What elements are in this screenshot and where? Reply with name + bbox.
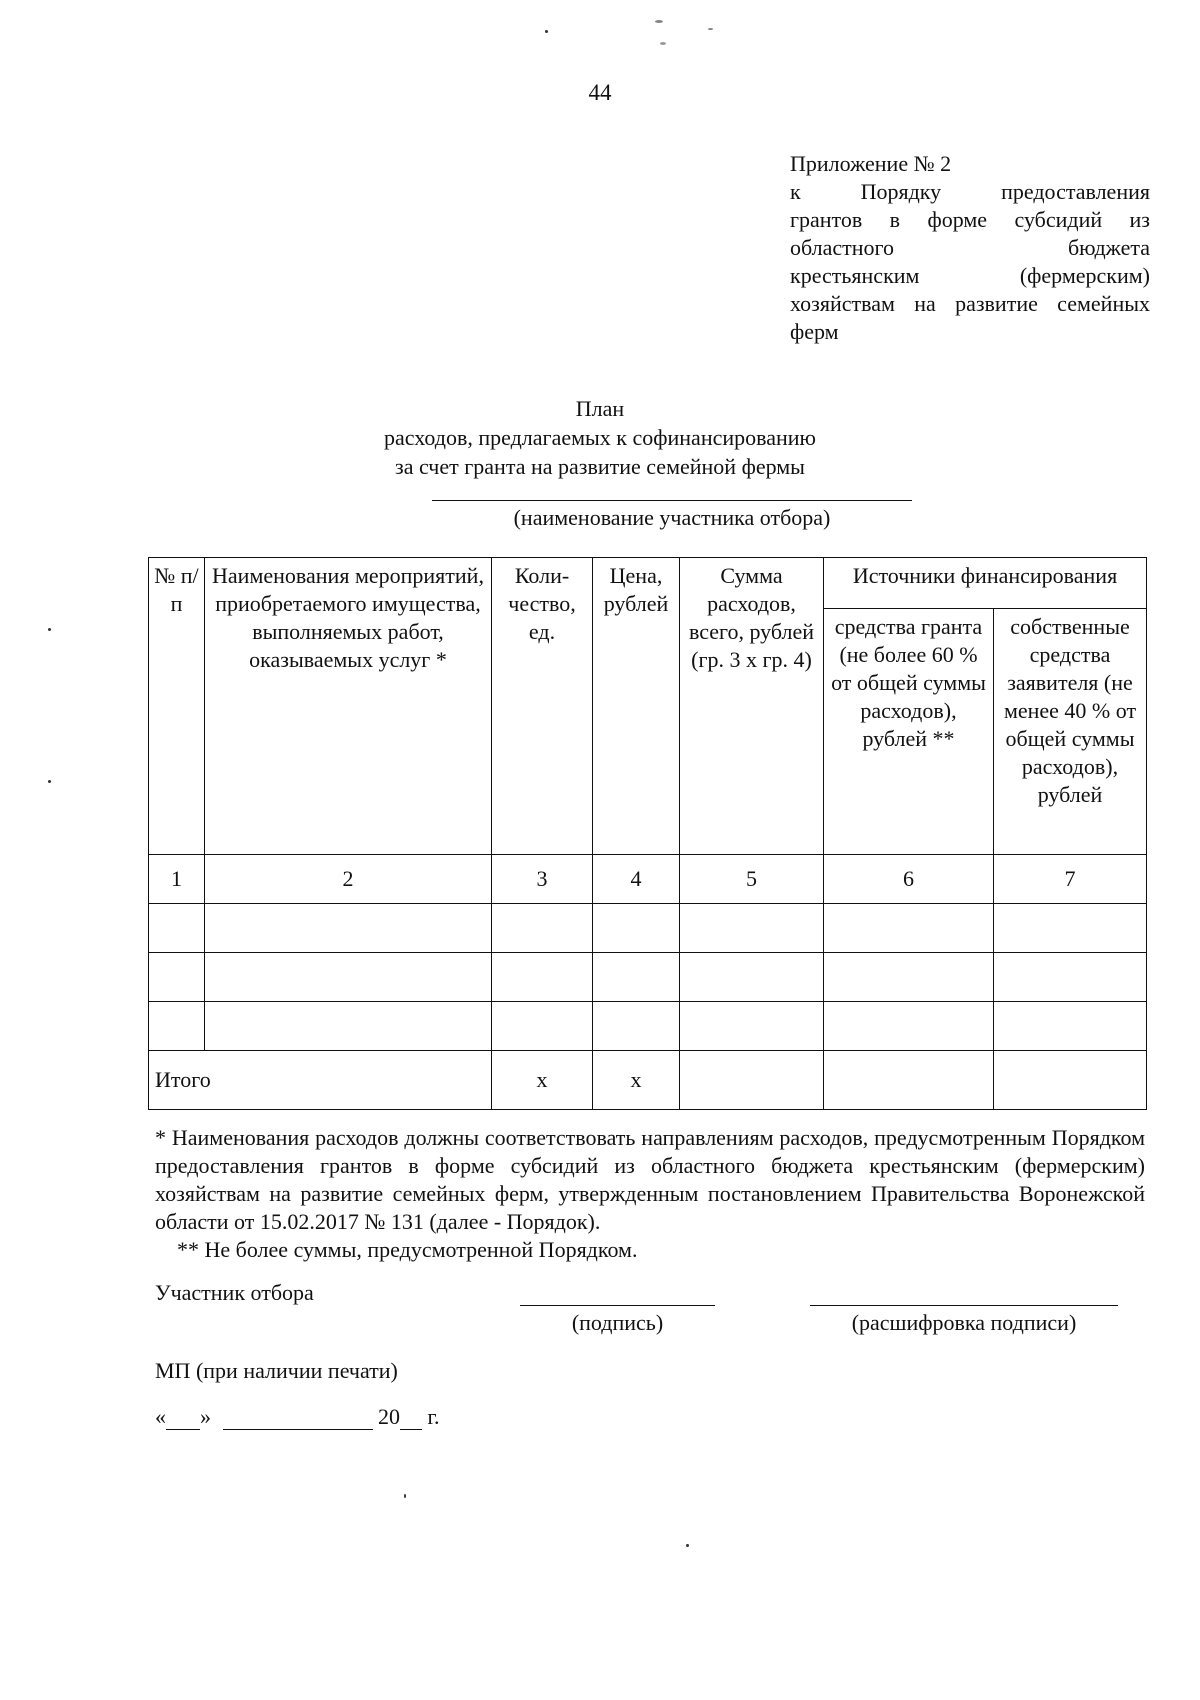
table-row — [149, 1002, 1147, 1051]
title-line-1: План — [575, 396, 625, 421]
table-cell — [593, 1002, 680, 1051]
footnote-2: ** Не более суммы, предусмотренной Порядком. — [177, 1237, 638, 1262]
participant-name-line — [432, 500, 912, 501]
scan-speck — [660, 42, 666, 45]
table-cell — [994, 1002, 1147, 1051]
table-cell — [205, 1002, 492, 1051]
appendix-line: Приложение № 2 — [790, 151, 952, 176]
table-cell — [593, 953, 680, 1002]
year-suffix: г. — [427, 1404, 440, 1429]
date-open-quote: « — [155, 1404, 166, 1429]
day-blank — [166, 1407, 200, 1430]
year-prefix: 20 — [378, 1404, 400, 1429]
column-number: 3 — [492, 855, 593, 904]
appendix-header — [790, 150, 1150, 346]
column-number: 2 — [205, 855, 492, 904]
scan-speck — [545, 30, 548, 33]
table-cell — [680, 953, 824, 1002]
scan-speck — [404, 1494, 406, 1498]
document-title — [300, 394, 900, 481]
appendix-line: крестьянским (фермерским) — [790, 263, 1150, 288]
table-cell — [492, 1002, 593, 1051]
scan-speck — [48, 780, 51, 783]
participant-name-caption: (наименование участника отбора) — [513, 505, 831, 530]
appendix-line: к Порядку предоставления — [790, 179, 1150, 204]
table-cell — [994, 953, 1147, 1002]
table-cell — [824, 953, 994, 1002]
footnotes — [155, 1124, 1145, 1264]
column-number: 6 — [824, 855, 994, 904]
title-line-2: расходов, предлагаемых к софинансированию — [384, 425, 816, 450]
date-line — [155, 1404, 440, 1430]
date-close-quote: » — [200, 1404, 211, 1429]
table-cell — [680, 904, 824, 953]
table-cell — [492, 953, 593, 1002]
column-number: 5 — [680, 855, 824, 904]
expense-plan-table — [148, 557, 1147, 1110]
header-qty: Коли-чество, ед. — [492, 558, 593, 855]
header-name: Наименования мероприятий, приобретаемого имущества, выполняемых работ, оказываемых услуг * — [205, 558, 492, 855]
scan-speck — [708, 28, 713, 30]
column-number: 1 — [149, 855, 205, 904]
signature-decoding-caption: (расшифровка подписи) — [851, 1310, 1077, 1335]
signature-caption: (подпись) — [571, 1310, 664, 1335]
title-line-3: за счет гранта на развитие семейной фермы — [395, 454, 805, 479]
header-grant: средства гранта (не более 60 % от общей суммы расходов), рублей ** — [824, 609, 994, 855]
total-grant — [824, 1051, 994, 1110]
scan-speck — [48, 628, 51, 631]
footnote-1: * Наименования расходов должны соответствовать направлениям расходов, предусмотренным Порядком предоставления грантов в форме субсидий из областного бюджета крестьянским (фермерским) хозяйствам на развитие семейных ферм, утвержденным постановлением Правительства Воронежской области от 15.02.2017 № 131 (далее - Порядок). — [155, 1125, 1145, 1234]
appendix-line: областного бюджета — [790, 235, 1150, 260]
table-cell — [205, 904, 492, 953]
table-cell — [680, 1002, 824, 1051]
scan-speck — [655, 20, 663, 23]
table-cell — [149, 904, 205, 953]
table-cell — [593, 904, 680, 953]
signature-line — [520, 1305, 715, 1306]
table-row — [149, 904, 1147, 953]
table-cell — [824, 1002, 994, 1051]
table-cell — [994, 904, 1147, 953]
appendix-line: хозяйствам на развитие семейных — [790, 291, 1150, 316]
total-price: х — [593, 1051, 680, 1110]
total-row — [149, 1051, 1147, 1110]
table-row — [149, 953, 1147, 1002]
participant-label: Участник отбора — [155, 1280, 314, 1305]
header-num: № п/п — [149, 558, 205, 855]
signature-decoding-line — [810, 1305, 1118, 1306]
table-cell — [149, 1002, 205, 1051]
stamp-label: МП (при наличии печати) — [155, 1358, 398, 1383]
header-own: собственные средства заявителя (не менее 40 % от общей суммы расходов), рублей — [994, 609, 1147, 855]
appendix-line: ферм — [790, 319, 839, 344]
table-cell — [205, 953, 492, 1002]
total-label: Итого — [149, 1051, 492, 1110]
scan-speck — [686, 1544, 689, 1547]
total-qty: х — [492, 1051, 593, 1110]
year-blank — [400, 1407, 422, 1430]
table-cell — [149, 953, 205, 1002]
month-blank — [223, 1407, 373, 1430]
appendix-line: грантов в форме субсидий из — [790, 207, 1150, 232]
column-number: 7 — [994, 855, 1147, 904]
header-sum: Сумма расходов, всего, рублей (гр. 3 х гр. 4) — [680, 558, 824, 855]
page-number: 44 — [588, 80, 612, 105]
header-price: Цена, рублей — [593, 558, 680, 855]
total-sum — [680, 1051, 824, 1110]
table-cell — [492, 904, 593, 953]
table-cell — [824, 904, 994, 953]
column-number: 4 — [593, 855, 680, 904]
total-own — [994, 1051, 1147, 1110]
header-sources: Источники финансирования — [824, 558, 1147, 609]
